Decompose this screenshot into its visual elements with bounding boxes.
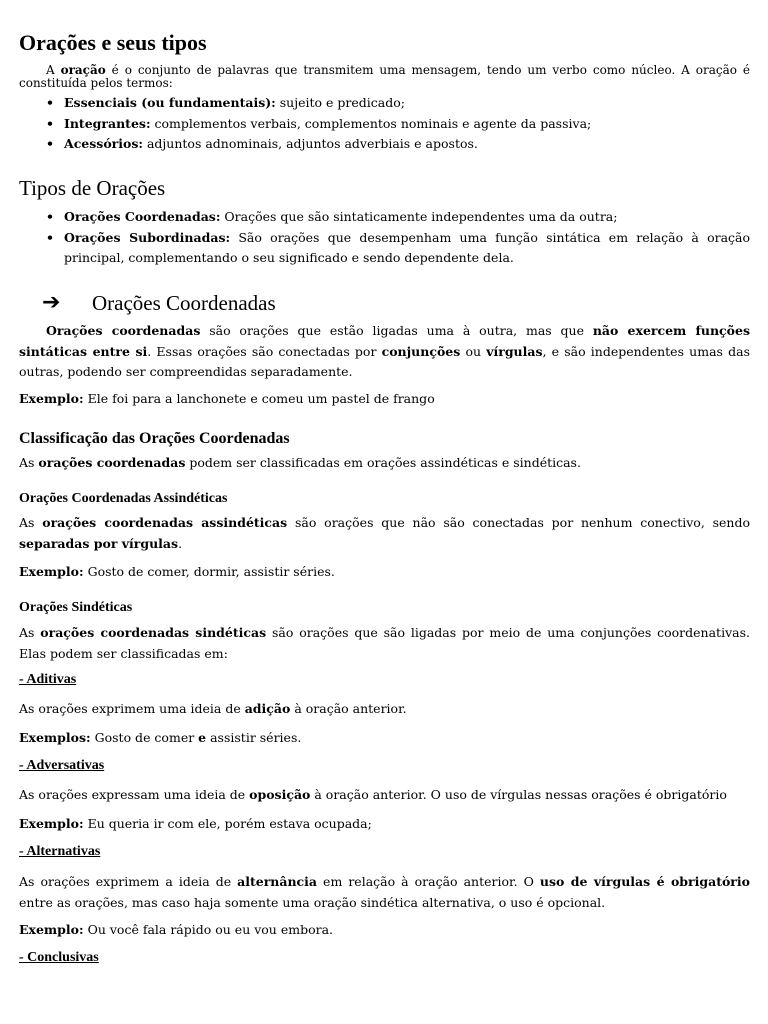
- text-run: As orações expressam uma ideia de: [19, 787, 250, 802]
- text-run: são orações que não são conectadas por nenhum conectivo, sendo: [287, 515, 750, 530]
- aditivas-heading: - Aditivas: [19, 672, 77, 687]
- text-run: Gosto de comer: [90, 730, 199, 745]
- text-run: , e são independentes umas das outras, podendo ser compreendidas separadamente.: [19, 343, 750, 379]
- text-run: As orações exprimem uma ideia de: [19, 701, 245, 716]
- aditivas-paragraph: [19, 701, 407, 716]
- text-run: alternância: [237, 874, 318, 889]
- coord-heading-text: Orações Coordenadas: [92, 291, 276, 315]
- adversativas-paragraph: [19, 787, 727, 802]
- aditivas-example: [19, 730, 301, 745]
- intro-paragraph: [19, 64, 750, 90]
- alternativas-heading: - Alternativas: [19, 844, 101, 859]
- term-label: Essenciais (ou fundamentais):: [64, 95, 276, 110]
- intro-text-1: A: [46, 63, 61, 77]
- classification-heading: Classificação das Orações Coordenadas: [19, 430, 290, 447]
- list-item: [19, 228, 750, 269]
- intro-terms-list: [19, 93, 750, 155]
- adversativas-example: [19, 816, 372, 831]
- types-list: [19, 207, 750, 269]
- text-run: Exemplos:: [19, 730, 91, 745]
- text-run: Eu queria ir com ele, porém estava ocupada;: [83, 816, 372, 831]
- text-run: são orações que são ligadas por meio de uma conjunções coordenativas. Elas podem ser classificadas em:: [19, 625, 750, 661]
- alternativas-example: [19, 922, 333, 937]
- term-label: Acessórios:: [64, 136, 143, 151]
- text-run: à oração anterior. O uso de vírgulas nessas orações é obrigatório: [310, 787, 727, 802]
- conclusivas-heading: - Conclusivas: [19, 950, 99, 965]
- term-desc: São orações que desempenham uma função sintática em relação à oração principal, complementando o seu significado e sendo dependente dela.: [64, 229, 751, 265]
- text-run: . Essas orações são conectadas por: [147, 343, 382, 359]
- text-run: podem ser classificadas em orações assindéticas e sindéticas.: [185, 455, 581, 470]
- bullet-icon: •: [46, 209, 54, 224]
- classification-paragraph: [19, 455, 581, 470]
- example-text: Gosto de comer, dormir, assistir séries.: [83, 564, 335, 579]
- term-label: Integrantes:: [64, 115, 151, 131]
- text-run: não exercem funções sintáticas entre si: [19, 323, 750, 359]
- text-run: separadas por vírgulas: [19, 535, 179, 551]
- alternativas-paragraph: [19, 872, 750, 913]
- list-item: [19, 93, 750, 114]
- text-run: orações coordenadas: [38, 455, 186, 470]
- list-item: [19, 207, 750, 228]
- sindeticas-heading: Orações Sindéticas: [19, 600, 133, 615]
- text-run: Exemplo:: [19, 816, 84, 831]
- text-run: As orações exprimem a ideia de: [19, 874, 238, 889]
- example-label: Exemplo:: [19, 391, 84, 406]
- types-heading: Tipos de Orações: [19, 176, 166, 200]
- coord-example: [19, 391, 435, 406]
- text-run: e: [198, 730, 207, 745]
- text-run: Orações coordenadas: [46, 323, 201, 338]
- text-run: orações coordenadas sindéticas: [40, 625, 267, 640]
- term-desc: complementos verbais, complementos nominais e agente da passiva;: [150, 115, 592, 131]
- term-desc: sujeito e predicado;: [275, 95, 405, 110]
- bullet-icon: •: [46, 136, 54, 151]
- text-run: conjunções: [381, 343, 461, 359]
- assindeticas-heading: Orações Coordenadas Assindéticas: [19, 491, 228, 506]
- term-label: Orações Subordinadas:: [64, 229, 231, 245]
- text-run: à oração anterior.: [290, 701, 407, 716]
- intro-bold: oração: [60, 63, 106, 77]
- text-run: uso de vírgulas é obrigatório: [539, 874, 750, 889]
- text-run: vírgulas: [486, 343, 543, 359]
- text-run: As: [19, 625, 41, 640]
- text-run: orações coordenadas assindéticas: [42, 515, 288, 530]
- page-title: Orações e seus tipos: [19, 30, 207, 55]
- assindeticas-example: [19, 564, 335, 579]
- arrow-right-icon: ➔: [42, 290, 61, 315]
- term-label: Orações Coordenadas:: [64, 209, 221, 224]
- text-run: em relação à oração anterior. O: [317, 874, 540, 889]
- text-run: entre as orações, mas caso haja somente uma oração sindética alternativa, o uso é opcional.: [19, 894, 606, 910]
- list-item: [19, 134, 750, 155]
- coord-paragraph: [19, 321, 750, 383]
- adversativas-heading: - Adversativas: [19, 758, 105, 773]
- example-text: Ele foi para a lanchonete e comeu um pastel de frango: [83, 391, 435, 406]
- example-label: Exemplo:: [19, 564, 84, 579]
- intro-text-2: é o conjunto de palavras que transmitem uma mensagem, tendo um verbo como núcleo. A oração é constituída pelos termos:: [19, 63, 750, 90]
- text-run: As: [19, 515, 43, 530]
- text-run: ou: [460, 343, 487, 359]
- text-run: adição: [244, 701, 291, 716]
- text-run: são orações que estão ligadas uma à outra, mas que: [200, 323, 593, 338]
- term-desc: adjuntos adnominais, adjuntos adverbiais e apostos.: [143, 136, 478, 151]
- text-run: assistir séries.: [206, 730, 302, 745]
- term-desc: Orações que são sintaticamente independentes uma da outra;: [220, 209, 618, 224]
- assindeticas-paragraph: [19, 513, 750, 554]
- text-run: Ou você fala rápido ou eu vou embora.: [83, 922, 334, 937]
- sindeticas-paragraph: [19, 623, 750, 664]
- list-item: [19, 114, 750, 135]
- bullet-icon: •: [46, 115, 54, 131]
- text-run: Exemplo:: [19, 922, 84, 937]
- text-run: .: [178, 535, 183, 551]
- bullet-icon: •: [46, 95, 54, 110]
- text-run: oposição: [249, 787, 311, 802]
- text-run: As: [19, 455, 39, 470]
- bullet-icon: •: [46, 229, 54, 245]
